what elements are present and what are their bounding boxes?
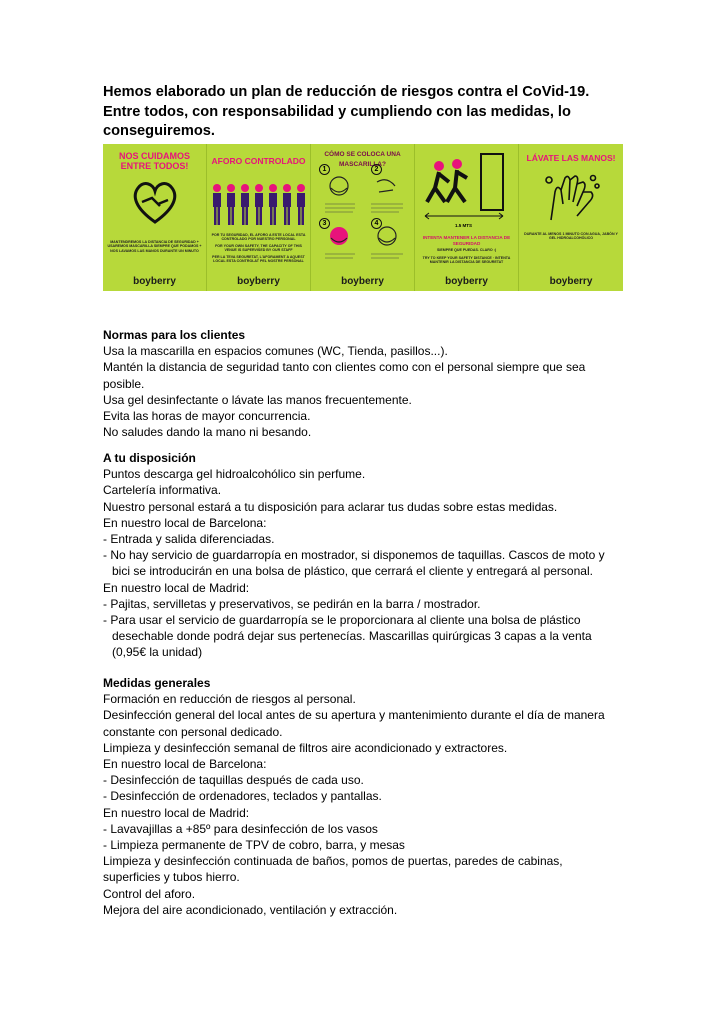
- step-number: 3: [319, 218, 330, 229]
- section-disposicion: [103, 450, 623, 661]
- panel-heading: LÁVATE LAS MANOS!: [526, 153, 616, 163]
- list-item: - Desinfección de taquillas después de cada uso.: [103, 773, 364, 788]
- mask-steps-icon: [325, 172, 405, 260]
- panel-text: FOR YOUR OWN SAFETY, THE CAPACITY OF THIS VENUE IS SUPERVISED BY OUR STAFF: [215, 244, 302, 253]
- text-line: Usa gel desinfectante o lávate las manos frecuentemente.: [103, 392, 412, 407]
- hands-wash-icon: [541, 170, 601, 225]
- text-line: Limpieza y desinfección semanal de filtros aire acondicionado y extractores.: [103, 740, 508, 755]
- banner-panel-aforo: [207, 144, 311, 291]
- list-item: - Limpieza permanente de TPV de cobro, barra, y mesas: [103, 838, 405, 853]
- banner-panel-distancia: [415, 144, 519, 291]
- heart-hands-icon: [130, 176, 180, 226]
- panel-text: MANTENDREMOS LA DISTANCIA DE SEGURIDAD + USAREMOS MASCARILLA SIEMPRE QUE PODAMOS + NOS LAVAMOS LAS MANOS DURANTE UN MINUTO: [107, 240, 202, 253]
- step-number: 4: [371, 218, 382, 229]
- list-item: - No hay servicio de guardarropía en mostrador, si disponemos de taquillas. Cascos de moto y bici se introducirán en una bolsa de plástico, que cerrará el cliente y entregará al personal.: [103, 548, 605, 579]
- text-line: En nuestro local de Barcelona:: [103, 515, 267, 530]
- text-line: Control del aforo.: [103, 886, 196, 901]
- text-line: Limpieza y desinfección continuada de baños, pomos de puertas, paredes de cabinas, superficies y tubos hierro.: [103, 854, 563, 885]
- brand-logo: boyberry: [237, 276, 280, 287]
- section-normas: [103, 327, 623, 440]
- panel-heading: AFORO CONTROLADO: [211, 156, 306, 166]
- text-line: Formación en reducción de riesgos al personal.: [103, 692, 356, 707]
- distance-icon: [423, 152, 513, 222]
- panel-text: SIEMPRE QUE PUEDAS. CLARO :): [436, 248, 497, 252]
- brand-logo: boyberry: [445, 276, 488, 287]
- distance-label: 1.5 MTS: [455, 223, 473, 228]
- text-line: No saludes dando la mano ni besando.: [103, 425, 312, 440]
- text-line: Mantén la distancia de seguridad tanto con clientes como con el personal siempre que sea posible.: [103, 360, 586, 391]
- text-line: Mejora del aire acondicionado, ventilación y extracción.: [103, 902, 398, 917]
- people-icon: [211, 182, 307, 228]
- list-item: - Pajitas, servilletas y preservativos, se pedirán en la barra / mostrador.: [103, 596, 481, 611]
- banner-panel-manos: [519, 144, 623, 291]
- text-line: Puntos descarga gel hidroalcohólico sin perfume.: [103, 467, 366, 482]
- list-item: - Lavavajillas a +85º para desinfección de los vasos: [103, 821, 378, 836]
- section-heading: Normas para los clientes: [103, 328, 246, 342]
- panel-text: POR TU SEGURIDAD, EL AFORO A ESTE LOCAL ESTA CONTROLADO POR NUESTRO PERSONAL: [211, 233, 306, 242]
- step-number: 1: [319, 164, 330, 175]
- text-line: Usa la mascarilla en espacios comunes (WC, Tienda, pasillos...).: [103, 344, 448, 359]
- list-item: - Entrada y salida diferenciadas.: [103, 532, 275, 547]
- text-line: Cartelería informativa.: [103, 483, 222, 498]
- brand-logo: boyberry: [133, 276, 176, 287]
- covid-banner: [103, 144, 623, 291]
- page-title: Hemos elaborado un plan de reducción de riesgos contra el CoVid-19. Entre todos, con responsabilidad y cumpliendo con las medidas, lo conseguiremos.: [103, 84, 590, 140]
- text-line: Desinfección general del local antes de su apertura y mantenimiento durante el día de manera constante con personal dedicado.: [103, 708, 605, 739]
- panel-text: DURANTE AL MENOS 1 MINUTO CON AGUA, JABÓN Y GEL HIDROALCOHÓLICO: [524, 232, 618, 241]
- panel-text: PER LA TEVA SEGURETAT, L'AFORAMENT A AQUEST LOCAL ESTA CONTROLAT PEL NOSTRE PERSONAL: [212, 255, 305, 264]
- section-heading: Medidas generales: [103, 676, 211, 690]
- panel-text: TRY TO KEEP YOUR SAFETY DISTANCE · INTENTA MANTENIR LA DISTANCIA DE SEGURETAT: [422, 256, 511, 265]
- text-line: Evita las horas de mayor concurrencia.: [103, 409, 311, 424]
- banner-panel-mascarilla: [311, 144, 415, 291]
- text-line: En nuestro local de Barcelona:: [103, 757, 267, 772]
- step-number: 2: [371, 164, 382, 175]
- text-line: Nuestro personal estará a tu disposición para aclarar tus dudas sobre estas medidas.: [103, 499, 558, 514]
- section-heading: A tu disposición: [103, 451, 196, 465]
- list-item: - Para usar el servicio de guardarropía se le proporcionara al cliente una bolsa de plástico desechable donde podrá dejar sus pertenecías. Mascarillas quirúrgicas 3 capas a la venta (0,95€ la unidad): [103, 613, 592, 660]
- brand-logo: boyberry: [549, 276, 593, 287]
- text-line: En nuestro local de Madrid:: [103, 580, 250, 595]
- brand-logo: boyberry: [341, 276, 384, 287]
- text-line: En nuestro local de Madrid:: [103, 805, 250, 820]
- section-medidas: [103, 675, 623, 918]
- banner-panel-cuidamos: [103, 144, 207, 291]
- panel-heading: CÓMO SE COLOCA UNA MASCARILLA?: [324, 151, 401, 168]
- panel-heading: NOS CUIDAMOS ENTRE TODOS!: [118, 151, 190, 171]
- panel-heading: INTENTA MANTENER LA DISTANCIA DE SEGURIDAD: [422, 235, 511, 246]
- list-item: - Desinfección de ordenadores, teclados y pantallas.: [103, 789, 382, 804]
